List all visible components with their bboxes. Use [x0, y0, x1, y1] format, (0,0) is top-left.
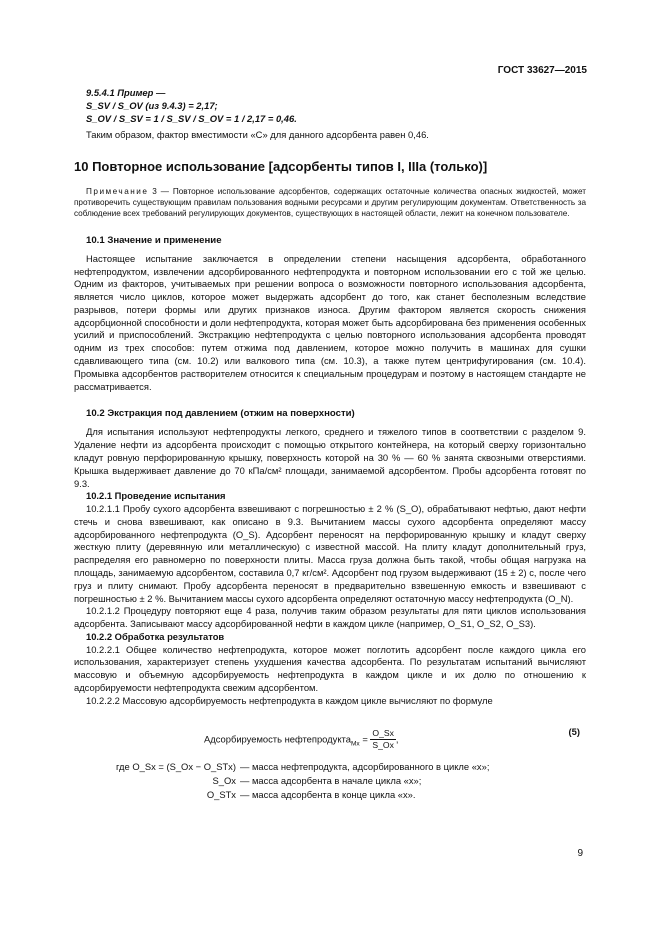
formula-lhs-subscript: Mx: [350, 740, 360, 748]
paragraph-10-2-2-2: 10.2.2.2 Массовую адсорбируемость нефтепродукта в каждом цикле вычисляют по формуле: [86, 694, 493, 706]
formula-number: (5): [568, 725, 580, 737]
paragraph-10-2-1-2: 10.2.1.2 Процедуру повторяют еще 4 раза, получив таким образом результаты для пяти циклов использования адсорбента. Записывают массу адсорбированной нефти в каждом цикле (например, O_S1, O_S2, O_S3).: [74, 605, 586, 630]
section-10-2-title: 10.2 Экстракция под давлением (отжим на поверхности): [86, 408, 355, 420]
formula-expression: Адсорбируемость нефтепродукта$_{Mx}$ = $\frac{O\_Sx}{S\_Ox}$ ,: [204, 727, 399, 751]
section-10-2-2-title: 10.2.2 Обработка результатов: [86, 630, 225, 642]
legend-symbol: S_Ox: [212, 774, 236, 786]
formula-denominator: S_Ox: [372, 740, 394, 751]
section-10-title: 10 Повторное использование [адсорбенты типов I, IIIa (только)]: [74, 159, 488, 175]
formula-numerator: O_Sx: [370, 728, 396, 741]
legend-description: — масса адсорбента в конце цикла «x».: [240, 788, 416, 800]
example-ratio: S_SV / S_OV (из 9.4.3) = 2,17;: [86, 99, 218, 111]
page-number: 9: [577, 848, 583, 859]
note-text: 3 — Повторное использование адсорбентов, содержащих остаточные количества опасных жидкостей, может противоречить существующим правилам пользования водными ресурсами и другим регулирующим документам. Ответственность за соблюдение всех требований регулирующих документов, существующих в настоящей области, лежит на конечном пользователе.: [74, 186, 586, 219]
legend-row: [74, 774, 586, 788]
formula-fraction: [370, 728, 396, 752]
legend-description: — масса нефтепродукта, адсорбированного в цикле «x»;: [240, 760, 490, 772]
paragraph-10-2-2-1: 10.2.2.1 Общее количество нефтепродукта, которое может поглотить адсорбент после каждого цикла его использования, характеризует степень ухудшения качества адсорбента. По результатам испытаний вычисляют массовую и объемную адсорбируемость нефтепродукта в каждом цикле и их долю по отношению к адсорбируемости нефтепродукта свежим адсорбентом.: [74, 643, 586, 694]
document-header: ГОСТ 33627—2015: [497, 65, 587, 76]
legend-symbol: O_STx: [206, 788, 236, 800]
section-10-2-1-title: 10.2.1 Проведение испытания: [86, 490, 226, 502]
formula-lhs: Адсорбируемость нефтепродукта: [204, 733, 351, 745]
section-10-1-text: Настоящее испытание заключается в определении степени насыщения адсорбента, обработанного нефтепродуктом, извлечении адсорбированного нефтепродукта и повторном использовании его с той же целью. Одним из факторов, учитываемых при решении вопроса о возможности повторного использования адсорбента, является число циклов, которое может выдержать адсорбент до того, как станет бесполезным вследствие разрывов, потери формы или других признаков износа. Другим фактором является скорость снижения адсорбционной способности и доли нефтепродукта, которая может быть адсорбирована без применения особенных усилий и приспособлений. Экстракцию нефтепродукта с целью повторного использования адсорбента проводят одним из трех способов: путем отжима под давлением, которое можно получить в машинах для сушки сдавливающего типа (см. 10.2) или валкового типа (см. 10.3), а также путем центрифугирования (см. 10.4). Промывка адсорбентов растворителем относится к специальным процедурам и поэтому в настоящем стандарте не рассматривается.: [74, 252, 586, 392]
legend-symbol: где O_Sx = (S_Ox − O_STx): [116, 760, 236, 772]
section-10-2-text: Для испытания используют нефтепродукты легкого, среднего и тяжелого типов в соответствии с разделом 9. Удаление нефти из адсорбента происходит с помощью открытого контейнера, на который сверху горизонтально кладут ровную перфорированную крышку, поверхность которой на 30 % — 60 % занята сквозными отверстиями. Крышка выдерживает давление до 70 кПа/см² площади, занимаемой адсорбентом. Пробы адсорбента готовят по 9.3.: [74, 426, 586, 489]
section-10-note: [74, 186, 586, 220]
example-label: 9.5.4.1 Пример —: [86, 87, 166, 98]
page-content: [74, 87, 586, 802]
formula-5: [74, 716, 586, 756]
example-block: [74, 87, 586, 142]
paragraph-10-2-1-1: 10.2.1.1 Пробу сухого адсорбента взвешивают с погрешностью ± 2 % (S_O), обрабатывают нефтью, дают нефти стечь и снова взвешивают, как описано в 9.3. Вычитанием массы сухого адсорбента определяют массу адсорбированного нефтепродукта (O_S). Адсорбент переносят на перфорированную крышку и кладут сверху жесткую плиту (деревянную или металлическую) с известной массой. На плиту кладут дополнительный груз, распределяя его равномерно по поверхности плиты. Масса груза должна быть такой, чтобы общая нагрузка на площадь, занимаемую адсорбентом, составила 0,7 кг/см². Адсорбент под грузом выдерживают (15 ± 2) с, после чего груз и плиту снимают. Пробу адсорбента переносят в предварительно взвешенную емкость и взвешивают с погрешностью ± 2 %. Вычитанием массы сухого адсорбента определяют остаточную массу нефтепродукта (O_N).: [74, 503, 586, 604]
section-10-1-title: 10.1 Значение и применение: [86, 234, 222, 246]
legend-row: [74, 760, 586, 774]
legend-row: [74, 788, 586, 802]
legend-description: — масса адсорбента в начале цикла «x»;: [240, 774, 422, 786]
example-conclusion: Таким образом, фактор вместимости «C» для данного адсорбента равен 0,46.: [86, 129, 429, 141]
note-label: Примечание: [86, 186, 149, 196]
example-calculation: S_OV / S_SV = 1 / S_SV / S_OV = 1 / 2,17 = 0,46.: [86, 112, 297, 124]
formula-legend: [74, 760, 586, 802]
